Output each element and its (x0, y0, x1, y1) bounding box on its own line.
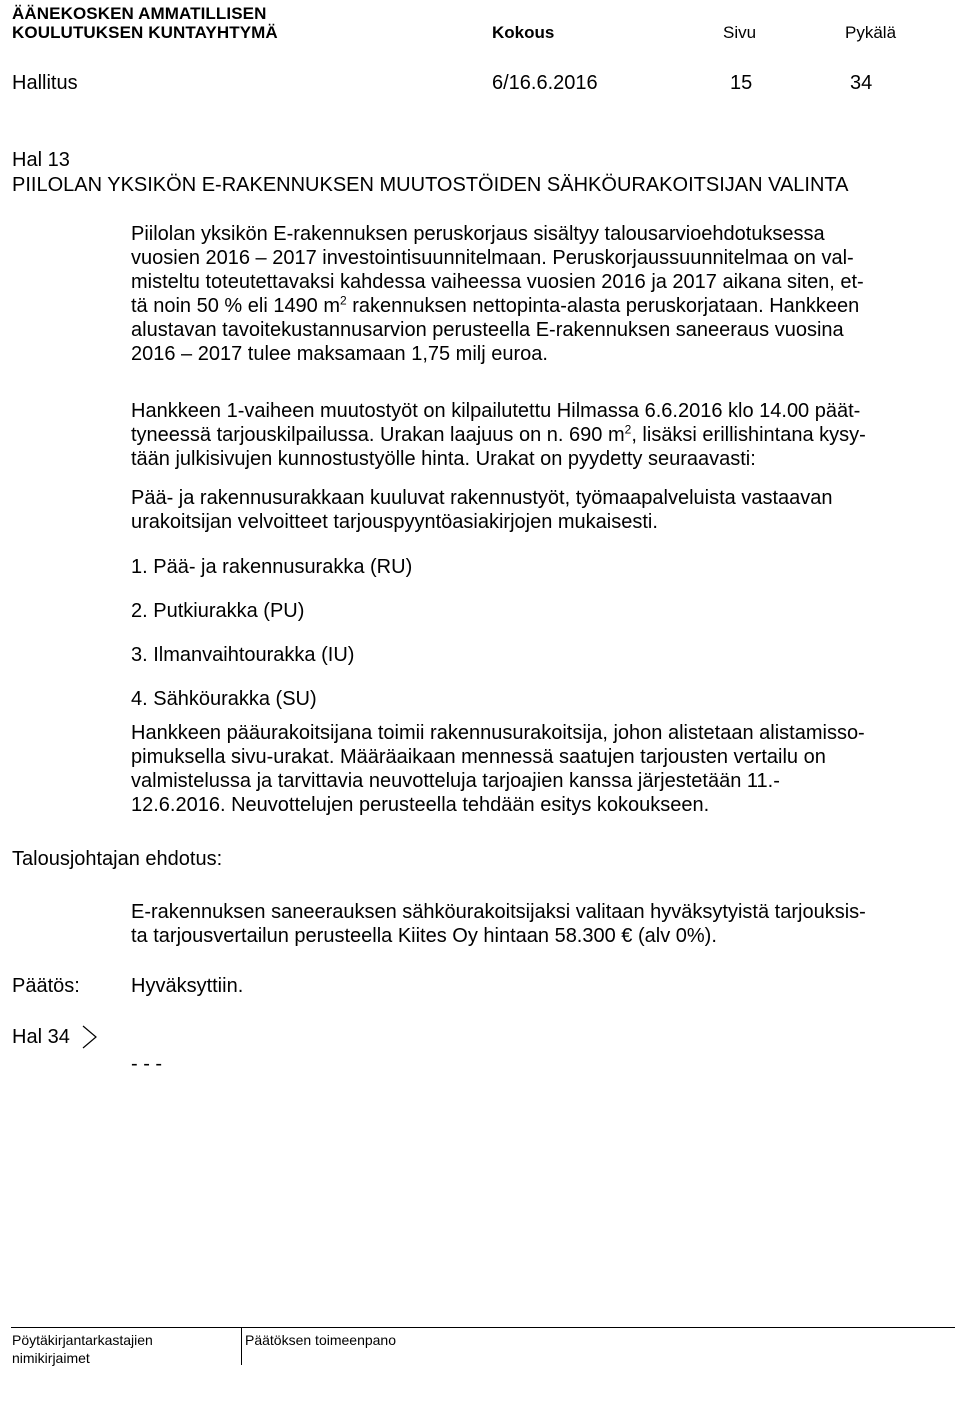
decision-implementation-label: Päätöksen toimeenpano (245, 1332, 396, 1348)
arrow-icon (80, 1024, 100, 1050)
list-item: 3. Ilmanvaihtourakka (IU) (131, 644, 355, 666)
text-line: misteltu toteutettavaksi kahdessa vaiheessa vuosien 2016 ja 2017 aikana siten, et- (131, 271, 864, 293)
item-reference: Hal 13 (12, 149, 70, 171)
paragraph-main-contractor (131, 721, 941, 817)
text-line: valmistelussa ja tarvittavia neuvotteluja tarjoajien kanssa järjestetään 11.- (131, 770, 780, 792)
followup-reference: Hal 34 (12, 1026, 70, 1048)
decision-label: Päätös: (12, 975, 80, 997)
list-item: 1. Pää- ja rakennusurakka (RU) (131, 556, 413, 578)
text-line (131, 423, 941, 447)
organization-name-line2: KOULUTUKSEN KUNTAYHTYMÄ (12, 23, 278, 42)
text-line: Pää- ja rakennusurakkaan kuuluvat rakennustyöt, työmaapalveluista vastaavan (131, 487, 833, 509)
footer-column-divider (241, 1327, 242, 1365)
superscript: 2 (624, 422, 632, 437)
text-line: Piilolan yksikön E-rakennuksen peruskorjaus sisältyy talousarvioehdotuksessa (131, 223, 825, 245)
decision-text: Hyväksyttiin. (131, 975, 244, 997)
reviewer-initials-label-line2: nimikirjaimet (12, 1350, 90, 1366)
meeting-column-label: Kokous (492, 23, 555, 42)
page-column-label: Sivu (723, 23, 757, 42)
paragraph-tender (131, 399, 941, 471)
text-line: 12.6.2016. Neuvottelujen perusteella tehdään esitys kokoukseen. (131, 794, 710, 816)
text-segment: tä noin 50 % eli 1490 m (131, 295, 341, 317)
section-number: 34 (850, 72, 873, 94)
superscript: 2 (340, 293, 347, 308)
meeting-date: 6/16.6.2016 (492, 72, 598, 94)
text-line: E-rakennuksen saneerauksen sähköurakoitsijaksi valitaan hyväksytyistä tarjouksis- (131, 901, 866, 923)
text-line: Hankkeen 1-vaiheen muutostyöt on kilpailutettu Hilmassa 6.6.2016 klo 14.00 päät- (131, 400, 861, 422)
text-line: pimuksella sivu-urakat. Määräaikaan mennessä saatujen tarjousten vertailu on (131, 746, 826, 768)
text-line: ta tarjousvertailun perusteella Kiites Oy hintaan 58.300 € (alv 0%). (131, 925, 717, 947)
text-line: tään julkisivujen kunnostustyölle hinta. Urakat on pyydetty seuraavasti: (131, 448, 756, 470)
list-item: 4. Sähköurakka (SU) (131, 688, 317, 710)
proposal-text (131, 900, 941, 948)
text-segment: 690 m (569, 424, 625, 446)
text-segment: rakennuksen nettopinta-alasta peruskorjataan. Hankkeen (346, 295, 860, 317)
proposal-label: Talousjohtajan ehdotus: (12, 848, 223, 870)
text-line: 2016 – 2017 tulee maksamaan 1,75 milj euroa. (131, 343, 548, 365)
reviewer-initials-label-line1: Pöytäkirjantarkastajien (12, 1332, 153, 1348)
footer-divider (11, 1327, 955, 1328)
paragraph-background (131, 222, 941, 366)
text-line: urakoitsijan velvoitteet tarjouspyyntöasiakirjojen mukaisesti. (131, 511, 658, 533)
page-number: 15 (730, 72, 753, 94)
text-line: vuosien 2016 – 2017 investointisuunnitelmaan. Peruskorjaussuunnitelmaa on val- (131, 247, 854, 269)
list-item: 2. Putkiurakka (PU) (131, 600, 305, 622)
item-title: PIILOLAN YKSIKÖN E-RAKENNUKSEN MUUTOSTÖIDEN SÄHKÖURAKOITSIJAN VALINTA (12, 174, 849, 196)
text-segment: , lisäksi erillishintana kysy- (631, 424, 866, 446)
organization-name-line1: ÄÄNEKOSKEN AMMATILLISEN (12, 4, 267, 23)
text-line (131, 294, 941, 318)
text-line: alustavan tavoitekustannusarvion perusteella E-rakennuksen saneeraus vuosina (131, 319, 844, 341)
paragraph-main-contract (131, 486, 941, 534)
body-name: Hallitus (12, 72, 78, 94)
text-segment: tyneessä tarjouskilpailussa. Urakan laajuus on n. (131, 424, 564, 446)
text-line: Hankkeen pääurakoitsijana toimii rakennusurakoitsija, johon alistetaan alistamisso- (131, 722, 865, 744)
followup-dashes: - - - (131, 1053, 163, 1075)
section-column-label: Pykälä (845, 23, 897, 42)
